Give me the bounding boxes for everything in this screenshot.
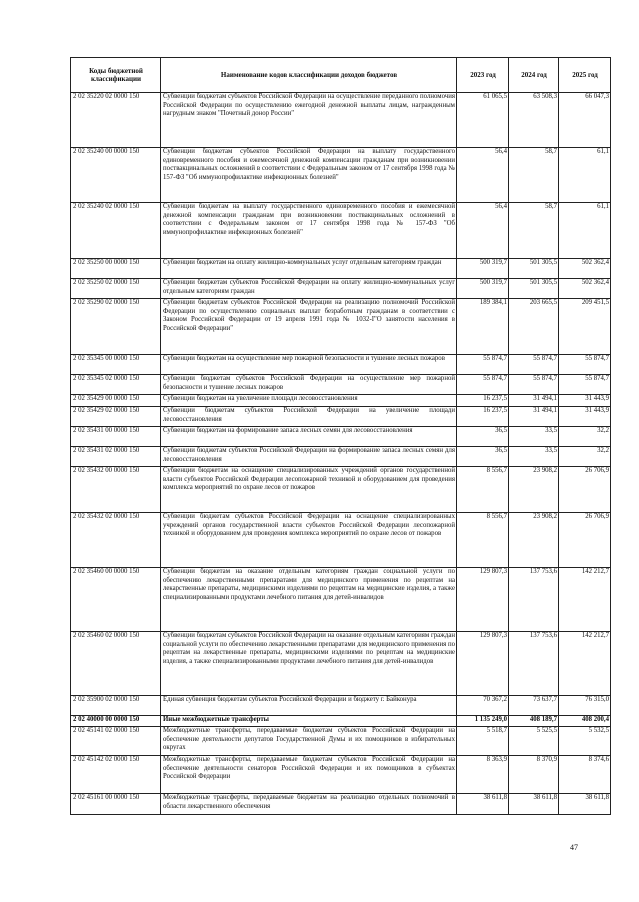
row-value-2023: 129 807,3	[457, 568, 509, 632]
header-2025: 2025 год	[559, 58, 611, 93]
row-value-2024: 23 908,2	[509, 467, 559, 513]
table-row	[71, 395, 611, 407]
row-value-2025: 38 611,8	[559, 794, 611, 815]
row-value-2025: 61,1	[559, 148, 611, 203]
table-row	[71, 632, 611, 696]
row-value-2024: 8 370,9	[509, 756, 559, 794]
row-value-2024: 5 525,5	[509, 727, 559, 756]
row-value-2024: 33,5	[509, 447, 559, 467]
row-value-2024: 73 637,7	[509, 696, 559, 716]
row-value-2025: 61,1	[559, 203, 611, 259]
row-code: 2 02 35460 02 0000 150	[71, 632, 161, 696]
row-name: Субвенции бюджетам субъектов Российской Федерации на оплату жилищно-коммунальных услуг отдельным категориям граждан	[161, 279, 457, 299]
table-row	[71, 407, 611, 427]
row-value-2024: 501 305,5	[509, 259, 559, 279]
table-row	[71, 513, 611, 568]
row-name: Субвенции бюджетам на осуществление мер пожарной безопасности и тушение лесных пожаров	[161, 355, 457, 375]
row-name: Субвенции бюджетам субъектов Российской Федерации на выплату государственного единовременного пособия и ежемесячной денежной компенсации гражданам при возникновении поствакцинальных осложнений в соответствии с Федеральным законом от 17 сентября 1998 года № 157-ФЗ "Об иммунопрофилактике инфекционных болезней"	[161, 148, 457, 203]
row-value-2024: 58,7	[509, 203, 559, 259]
table-row	[71, 794, 611, 815]
row-value-2023: 61 065,5	[457, 93, 509, 148]
row-name: Субвенции бюджетам на выплату государственного единовременного пособия и ежемесячной денежной компенсации гражданам при возникновении поствакцинальных осложнений в соответствии с Федеральным законом от 17 сентября 1998 года № 157-ФЗ "Об иммунопрофилактике инфекционных болезней"	[161, 203, 457, 259]
row-value-2025: 502 362,4	[559, 279, 611, 299]
row-code: 2 02 35432 00 0000 150	[71, 467, 161, 513]
table-row	[71, 568, 611, 632]
table-row	[71, 355, 611, 375]
header-code: Коды бюджетной классификации	[71, 58, 161, 93]
row-value-2025: 32,2	[559, 427, 611, 447]
row-value-2023: 500 319,7	[457, 259, 509, 279]
row-value-2024: 55 874,7	[509, 355, 559, 375]
row-code: 2 02 35900 02 0000 150	[71, 696, 161, 716]
row-value-2023: 56,4	[457, 203, 509, 259]
row-value-2025: 8 374,6	[559, 756, 611, 794]
row-value-2025: 55 874,7	[559, 375, 611, 395]
row-value-2023: 70 367,2	[457, 696, 509, 716]
row-value-2023: 8 556,7	[457, 513, 509, 568]
row-value-2023: 1 135 249,0	[457, 716, 509, 727]
table-row	[71, 93, 611, 148]
header-name: Наименование кодов классификации доходов бюджетов	[161, 58, 457, 93]
row-value-2024: 38 611,8	[509, 794, 559, 815]
row-name: Иные межбюджетные трансферты	[161, 716, 457, 727]
row-code: 2 02 35345 02 0000 150	[71, 375, 161, 395]
row-code: 2 02 35290 02 0000 150	[71, 299, 161, 355]
row-value-2023: 129 807,3	[457, 632, 509, 696]
row-code: 2 02 35220 02 0000 150	[71, 93, 161, 148]
row-value-2023: 36,5	[457, 427, 509, 447]
row-name: Межбюджетные трансферты, передаваемые бюджетам на реализацию отдельных полномочий в области лекарственного обеспечения	[161, 794, 457, 815]
row-name: Субвенции бюджетам на формирование запаса лесных семян для лесовосстановления	[161, 427, 457, 447]
row-value-2024: 23 908,2	[509, 513, 559, 568]
row-name: Субвенции бюджетам на оснащение специализированных учреждений органов государственной власти субъектов Российской Федерации лесопожарной техникой и оборудованием для проведения комплекса мероприятий по охране лесов от пожаров	[161, 467, 457, 513]
row-value-2023: 38 611,8	[457, 794, 509, 815]
row-value-2023: 500 319,7	[457, 279, 509, 299]
row-code: 2 02 45142 02 0000 150	[71, 756, 161, 794]
row-value-2025: 32,2	[559, 447, 611, 467]
row-value-2023: 8 363,9	[457, 756, 509, 794]
table-row	[71, 427, 611, 447]
row-value-2024: 408 189,7	[509, 716, 559, 727]
row-value-2023: 8 556,7	[457, 467, 509, 513]
header-2023: 2023 год	[457, 58, 509, 93]
row-code: 2 02 35345 00 0000 150	[71, 355, 161, 375]
table-row	[71, 727, 611, 756]
row-value-2024: 55 874,7	[509, 375, 559, 395]
row-name: Межбюджетные трансферты, передаваемые бюджетам субъектов Российской Федерации на обеспечение деятельности сенаторов Российской Федерации и их помощников в субъектах Российской Федерации	[161, 756, 457, 794]
row-value-2025: 408 200,4	[559, 716, 611, 727]
row-value-2024: 137 753,6	[509, 632, 559, 696]
row-value-2024: 33,5	[509, 427, 559, 447]
row-name: Субвенции бюджетам на оказание отдельным категориям граждан социальной услуги по обеспечению лекарственными препаратами для медицинского применения по рецептам на лекарственные препараты, медицинскими изделиями по рецептам на медицинские изделия, а также специализированными продуктами лечебного питания для детей-инвалидов	[161, 568, 457, 632]
page-number: 47	[570, 843, 578, 852]
row-value-2025: 26 706,9	[559, 467, 611, 513]
row-value-2023: 55 874,7	[457, 355, 509, 375]
row-code: 2 02 35250 00 0000 150	[71, 259, 161, 279]
table-row	[71, 447, 611, 467]
table-row	[71, 203, 611, 259]
row-code: 2 02 35432 02 0000 150	[71, 513, 161, 568]
row-value-2025: 31 443,9	[559, 395, 611, 407]
row-code: 2 02 35429 00 0000 150	[71, 395, 161, 407]
row-value-2024: 63 508,3	[509, 93, 559, 148]
table-row	[71, 279, 611, 299]
row-value-2024: 501 305,5	[509, 279, 559, 299]
row-code: 2 02 35431 02 0000 150	[71, 447, 161, 467]
row-code: 2 02 35460 00 0000 150	[71, 568, 161, 632]
row-value-2023: 56,4	[457, 148, 509, 203]
row-name: Субвенции бюджетам субъектов Российской Федерации на осуществление мер пожарной безопасности и тушение лесных пожаров	[161, 375, 457, 395]
row-code: 2 02 40000 00 0000 150	[71, 716, 161, 727]
row-name: Субвенции бюджетам на увеличение площади лесовосстановления	[161, 395, 457, 407]
row-name: Субвенции бюджетам субъектов Российской Федерации на увеличение площади лесовосстановления	[161, 407, 457, 427]
table-row	[71, 756, 611, 794]
row-value-2025: 209 451,5	[559, 299, 611, 355]
table-header-row	[71, 58, 611, 93]
row-value-2023: 5 518,7	[457, 727, 509, 756]
row-value-2025: 142 212,7	[559, 632, 611, 696]
row-value-2024: 137 753,6	[509, 568, 559, 632]
row-value-2023: 16 237,5	[457, 407, 509, 427]
row-code: 2 02 45141 02 0000 150	[71, 727, 161, 756]
row-value-2023: 189 384,1	[457, 299, 509, 355]
row-value-2025: 76 315,0	[559, 696, 611, 716]
row-code: 2 02 35431 00 0000 150	[71, 427, 161, 447]
row-name: Субвенции бюджетам на оплату жилищно-коммунальных услуг отдельным категориям граждан	[161, 259, 457, 279]
row-value-2023: 16 237,5	[457, 395, 509, 407]
row-value-2025: 31 443,9	[559, 407, 611, 427]
table-row-total	[71, 716, 611, 727]
table-row	[71, 259, 611, 279]
table-row	[71, 696, 611, 716]
row-name: Субвенции бюджетам субъектов Российской Федерации на формирование запаса лесных семян для лесовосстановления	[161, 447, 457, 467]
row-value-2025: 55 874,7	[559, 355, 611, 375]
row-value-2023: 55 874,7	[457, 375, 509, 395]
row-value-2025: 5 532,5	[559, 727, 611, 756]
row-name: Единая субвенция бюджетам субъектов Российской Федерации и бюджету г. Байконура	[161, 696, 457, 716]
row-value-2024: 31 494,1	[509, 407, 559, 427]
header-2024: 2024 год	[509, 58, 559, 93]
row-code: 2 02 35240 00 0000 150	[71, 148, 161, 203]
row-name: Субвенции бюджетам субъектов Российской Федерации на оказание отдельным категориям граждан социальной услуги по обеспечению лекарственными препаратами для медицинского применения по рецептам на лекарственные препараты, медицинскими изделиями по рецептам на медицинские изделия, а также специализированными продуктами лечебного питания для детей-инвалидов	[161, 632, 457, 696]
row-value-2024: 203 665,5	[509, 299, 559, 355]
row-name: Межбюджетные трансферты, передаваемые бюджетам субъектов Российской Федерации на обеспечение деятельности депутатов Государственной Думы и их помощников в избирательных округах	[161, 727, 457, 756]
row-value-2024: 31 494,1	[509, 395, 559, 407]
table-row	[71, 467, 611, 513]
row-value-2023: 36,5	[457, 447, 509, 467]
row-value-2025: 142 212,7	[559, 568, 611, 632]
budget-revenue-table	[70, 57, 611, 815]
row-code: 2 02 35240 02 0000 150	[71, 203, 161, 259]
row-name: Субвенции бюджетам субъектов Российской Федерации на осуществление переданного полномочия Российской Федерации по осуществлению ежегодной денежной выплаты лицам, награжденным нагрудным знаком "Почетный донор России"	[161, 93, 457, 148]
table-row	[71, 148, 611, 203]
row-code: 2 02 35429 02 0000 150	[71, 407, 161, 427]
table-body	[71, 93, 611, 815]
row-code: 2 02 45161 00 0000 150	[71, 794, 161, 815]
row-value-2025: 66 047,3	[559, 93, 611, 148]
table-row	[71, 299, 611, 355]
row-name: Субвенции бюджетам субъектов Российской Федерации на оснащение специализированных учреждений органов государственной власти субъектов Российской Федерации лесопожарной техникой и оборудованием для проведения комплекса мероприятий по охране лесов от пожаров	[161, 513, 457, 568]
row-value-2025: 502 362,4	[559, 259, 611, 279]
row-value-2025: 26 706,9	[559, 513, 611, 568]
table-row	[71, 375, 611, 395]
row-name: Субвенции бюджетам субъектов Российской Федерации на реализацию полномочий Российской Федерации по осуществлению социальных выплат безработным гражданам в соответствии с Законом Российской Федерации от 19 апреля 1991 года № 1032-I"О занятости населения в Российской Федерации"	[161, 299, 457, 355]
row-value-2024: 58,7	[509, 148, 559, 203]
row-code: 2 02 35250 02 0000 150	[71, 279, 161, 299]
